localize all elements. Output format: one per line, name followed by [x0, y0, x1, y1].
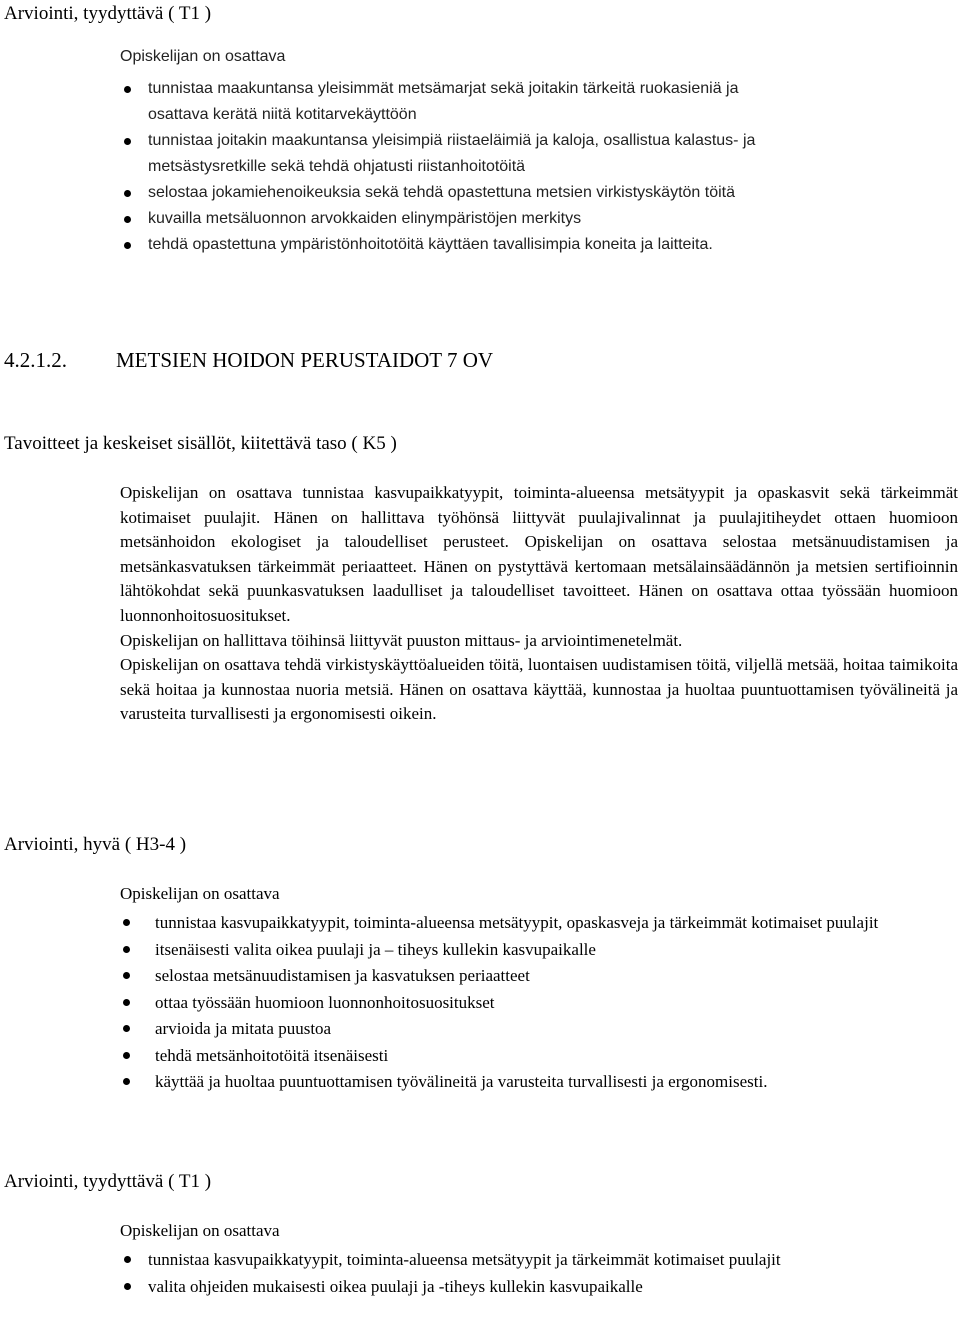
paragraph: Opiskelijan on osattava tunnistaa kasvupaikkatyypit, toiminta-alueensa metsätyypit ja opaskasvit sekä tärkeimmät kotimaiset puulajit. Hänen on hallittava työhönsä liittyvät puulajivalinnat ja puulajitiheydet ottaen huomioon metsänhoidon ekologiset ja taloudelliset perusteet. Opiskelijan on osattava selostaa metsänuudistamisen ja metsänkasvatuksen tärkeimmät periaatteet. Hänen on pystyttävä kertomaan metsälainsäädännön ja metsien sertifioinnin lähtökohdat sekä puunkasvatuksen laadulliset ja taloudelliset tavoitteet. Hänen on osattava ottaa työssään huomioon luonnonhoitosuositukset. — [120, 483, 958, 625]
list-item: ottaa työssään huomioon luonnonhoitosuositukset — [155, 990, 958, 1017]
section-heading-good: Arviointi, hyvä ( H3-4 ) — [4, 834, 187, 855]
list-item: kuvailla metsäluonnon arvokkaiden elinympäristöjen merkitys — [148, 206, 960, 232]
bullet-icon — [124, 1256, 131, 1263]
list-item: tunnistaa maakuntansa yleisimmät metsämarjat sekä joitakin tärkeitä ruokasieniä ja osattava kerätä niitä kotitarvekäyttöön — [148, 76, 960, 128]
bullet-icon — [123, 1052, 130, 1059]
criteria-list — [148, 76, 960, 258]
goals-heading: Tavoitteet ja keskeiset sisällöt, kiitettävä taso ( K5 ) — [4, 433, 397, 454]
bullet-icon — [124, 86, 131, 93]
list-item: tehdä opastettuna ympäristönhoitotöitä käyttäen tavallisimpia koneita ja laitteita. — [148, 232, 960, 258]
bullet-icon — [124, 242, 131, 249]
chapter-title — [4, 347, 493, 373]
paragraph: Opiskelijan on osattava tehdä virkistyskäyttöalueiden töitä, luontaisen uudistamisen töitä, viljellä metsää, hoitaa taimikoita sekä hoitaa ja kunnostaa nuoria metsiä. Hänen on osattava käyttää, kunnostaa ja huoltaa puuntuottamisen työvälineitä ja varusteita turvallisesti ja ergonomisesti oikein. — [120, 655, 958, 724]
bullet-icon — [124, 216, 131, 223]
section-heading-satisfactory: Arviointi, tyydyttävä ( T1 ) — [4, 3, 212, 24]
bullet-icon — [124, 1283, 131, 1290]
bullet-icon — [123, 919, 130, 926]
paragraph: Opiskelijan on hallittava töihinsä liittyvät puuston mittaus- ja arviointimenetelmät. — [120, 630, 683, 650]
bullet-icon — [124, 138, 131, 145]
list-item: tunnistaa kasvupaikkatyypit, toiminta-alueensa metsätyypit ja tärkeimmät kotimaiset puulajit — [148, 1247, 958, 1274]
criteria-list — [148, 1247, 958, 1300]
list-item: käyttää ja huoltaa puuntuottamisen työvälineitä ja varusteita turvallisesti ja ergonomisesti. — [155, 1069, 958, 1096]
chapter-name: METSIEN HOIDON PERUSTAIDOT 7 OV — [116, 348, 494, 372]
chapter-number: 4.2.1.2. — [4, 348, 67, 372]
section-intro: Opiskelijan on osattava — [120, 48, 286, 65]
bullet-icon — [124, 190, 131, 197]
list-item: valita ohjeiden mukaisesti oikea puulaji ja -tiheys kullekin kasvupaikalle — [148, 1274, 958, 1301]
bullet-icon — [123, 972, 130, 979]
list-item: itsenäisesti valita oikea puulaji ja – tiheys kullekin kasvupaikalle — [155, 937, 958, 964]
list-item: arvioida ja mitata puustoa — [155, 1016, 958, 1043]
bullet-icon — [123, 1025, 130, 1032]
list-item: tunnistaa kasvupaikkatyypit, toiminta-alueensa metsätyypit, opaskasveja ja tärkeimmät kotimaiset puulajit — [155, 910, 958, 937]
section-heading-satisfactory: Arviointi, tyydyttävä ( T1 ) — [4, 1171, 212, 1192]
section-intro: Opiskelijan on osattava — [120, 884, 280, 903]
section-intro: Opiskelijan on osattava — [120, 1221, 280, 1240]
list-item: selostaa jokamiehenoikeuksia sekä tehdä opastettuna metsien virkistyskäytön töitä — [148, 180, 960, 206]
list-item: selostaa metsänuudistamisen ja kasvatuksen periaatteet — [155, 963, 958, 990]
bullet-icon — [123, 999, 130, 1006]
criteria-list — [155, 910, 958, 1096]
list-item: tehdä metsänhoitotöitä itsenäisesti — [155, 1043, 958, 1070]
goals-text — [120, 481, 958, 727]
bullet-icon — [123, 1078, 130, 1085]
list-item: tunnistaa joitakin maakuntansa yleisimpiä riistaeläimiä ja kaloja, osallistua kalastus- ja metsästysretkille sekä tehdä ohjatusti riistanhoitotöitä — [148, 128, 960, 180]
bullet-icon — [123, 946, 130, 953]
